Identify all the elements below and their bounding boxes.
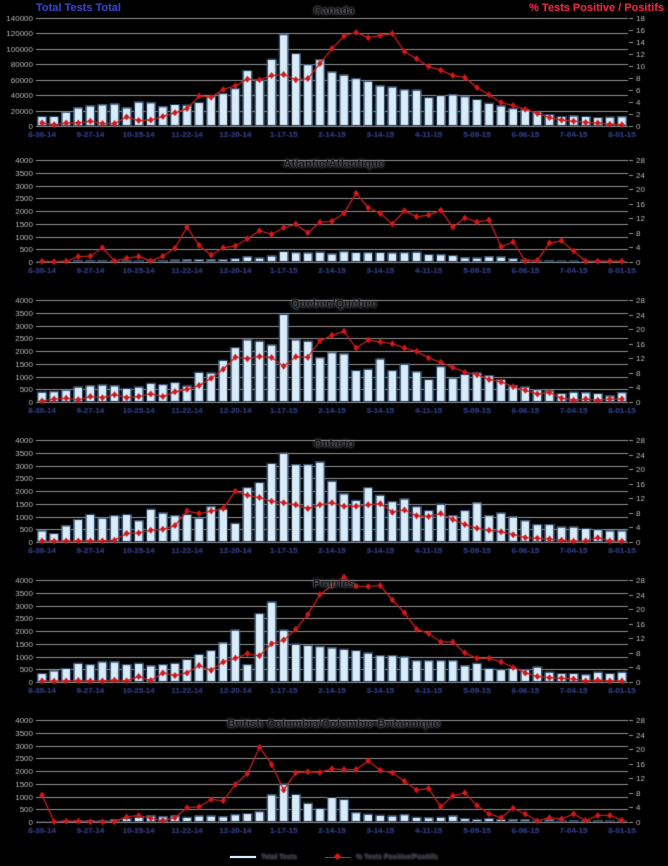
quebec-chart-canvas <box>0 290 668 430</box>
total-tests-line-swatch-icon <box>230 856 256 858</box>
panel-ontario <box>0 430 668 570</box>
panel-title-atlantic: Atlantic/Atlantique <box>283 158 385 170</box>
panel-quebec <box>0 290 668 430</box>
left-axis-title: Total Tests Total <box>36 2 121 14</box>
pct-positive-line-swatch-icon <box>325 854 351 861</box>
panel-title-canada: Canada <box>313 5 355 17</box>
panel-title-ontario: Ontario <box>313 438 355 450</box>
panel-atlantic <box>0 150 668 290</box>
british-columbia-chart-canvas <box>0 710 668 850</box>
panel-title-prairies: Prairies <box>313 578 355 590</box>
prairies-chart-canvas <box>0 570 668 710</box>
right-axis-title: % Tests Positive / Positifs <box>529 2 664 14</box>
panel-title-quebec: Quebec/Québec <box>290 298 378 310</box>
diamond-marker-icon <box>334 853 341 860</box>
panel-prairies <box>0 570 668 710</box>
legend-item-pct-positive <box>325 854 438 861</box>
atlantic-chart-canvas <box>0 150 668 290</box>
legend-item-total-tests <box>230 854 297 861</box>
panel-canada <box>0 0 668 150</box>
legend-total-tests-label: Total Tests <box>261 853 297 861</box>
canada-chart-canvas <box>0 0 668 150</box>
chart-legend <box>0 848 668 866</box>
panel-title-british-columbia: British Columbia/Colombie-Britannique <box>227 718 441 730</box>
legend-pct-positive-label: % Tests Positive/Positifs <box>355 853 438 861</box>
panel-british-columbia <box>0 710 668 850</box>
ontario-chart-canvas <box>0 430 668 570</box>
